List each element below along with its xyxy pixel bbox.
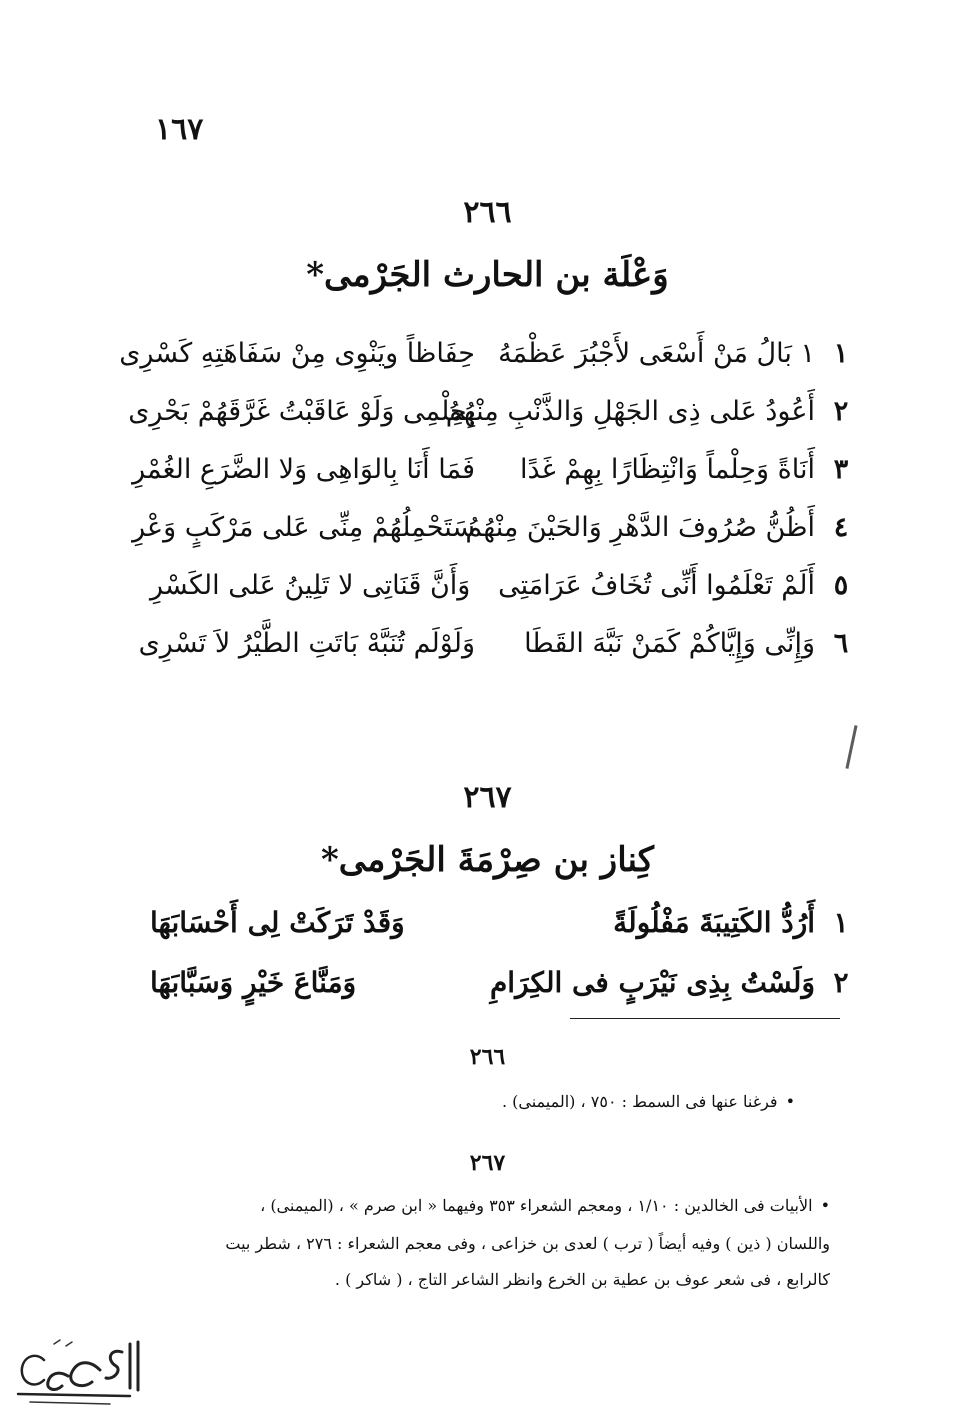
page-number: ١٦٧ — [155, 112, 204, 147]
verse-second-hemistich: سَتَحْمِلُهُمْ مِنِّى عَلى مَرْكَبٍ وَعْرِ — [132, 512, 475, 543]
verse-second-hemistich: بِحِلْمِى وَلَوْ عَاقَبْتُ غَرَّقَهُمْ بَحْرِى — [128, 396, 475, 427]
footnote-separator — [570, 1018, 840, 1019]
verse-second-hemistich: فَمَا أَنَا بِالوَاهِى وَلا الضَّرَعِ الغُمْرِ — [132, 454, 475, 485]
verse-number: ٢ — [833, 396, 849, 427]
poem-number-266: ٢٦٦ — [463, 195, 512, 230]
verse-first-hemistich: أَنَاةً وَحِلْماً وَانْتِظَارًا بِهِمْ غَدًا — [519, 454, 815, 485]
verse-second-hemistich: حِفَاظاً ويَنْوِى مِنْ سَفَاهَتِهِ كَسْرِى — [119, 338, 475, 369]
verse-267-1 — [150, 906, 855, 954]
verse-266-6 — [138, 628, 855, 676]
verse-second-hemistich: وَمَنَّاعَ خَيْرٍ وَسَبَّابَهَا — [150, 966, 357, 999]
verse-number: ٣ — [833, 454, 849, 485]
calligraphy-logo — [10, 1330, 145, 1410]
verse-267-2 — [150, 966, 855, 1014]
verse-266-2 — [128, 396, 855, 444]
verse-number: ٤ — [833, 512, 849, 543]
verse-first-hemistich: وَلَسْتُ بِذِى نَيْرَبٍ فى الكِرَامِ — [489, 966, 815, 999]
verse-first-hemistich: أَعُودُ عَلى ذِى الجَهْلِ وَالذَّنْبِ مِنْهُمُ — [445, 396, 815, 427]
verse-number: ٥ — [833, 570, 849, 601]
poem-title-266: وَعْلَة بن الحارث الجَرْمى* — [306, 255, 669, 295]
verse-number: ١ — [833, 906, 849, 939]
verse-first-hemistich: ١ بَالُ مَنْ أَسْعَى لأَجْبُرَ عَظْمَهُ — [498, 338, 815, 369]
note-266-text: • فرغنا عنها فى السمط : ٧٥٠ ، (الميمنى) . — [375, 1092, 795, 1111]
verse-second-hemistich: وَأَنَّ قَنَاتِى لا تَلِينُ عَلى الكَسْرِ — [150, 570, 471, 601]
note-number-267: ٢٦٧ — [469, 1150, 506, 1176]
verse-266-1 — [119, 338, 855, 386]
poem-title-267: كِناز بن صِرْمَةَ الجَرْمى* — [321, 840, 654, 880]
verse-first-hemistich: أَلَمْ تَعْلَمُوا أَنِّى تُخَافُ عَرَامَتِى — [498, 570, 815, 601]
verse-266-3 — [132, 454, 855, 502]
verse-second-hemistich: وَقَدْ تَرَكَتْ لِى أَحْسَابَهَا — [150, 906, 405, 939]
stray-ink-mark — [845, 725, 857, 769]
verse-number: ٦ — [833, 628, 849, 659]
verse-first-hemistich: أَرُدُّ الكَتِيبَةَ مَفْلُولَةً — [613, 906, 815, 939]
verse-266-4 — [132, 512, 855, 560]
verse-number: ١ — [833, 338, 849, 369]
verse-number: ٢ — [833, 966, 849, 999]
verse-first-hemistich: وَإِنِّى وَإِيَّاكُمْ كَمَنْ نَبَّهَ القَطَا — [524, 628, 815, 659]
note-267-line-3: كالرابع ، فى شعر عوف بن عطية بن الخرع وانظر الشاعر التاج ، ( شاكر ) . — [334, 1270, 830, 1289]
note-number-266: ٢٦٦ — [469, 1044, 506, 1070]
verse-second-hemistich: وَلَوْلَم تُنَبَّهْ بَاتَتِ الطَّيْرُ لاَ تَسْرِى — [138, 628, 475, 659]
verse-first-hemistich: أَظُنُّ صُرُوفَ الدَّهْرِ وَالحَيْنَ مِنْهُمُ — [465, 512, 815, 543]
note-267-line-1: • الأبيات فى الخالدين : ١/١٠ ، ومعجم الشعراء ٣٥٣ وفيهما « ابن صرم » ، (الميمنى) ، — [140, 1196, 830, 1215]
verse-266-5 — [150, 570, 855, 618]
note-267-line-2: واللسان ( ذين ) وفيه أيضاً ( ترب ) لعدى بن خزاعى ، وفى معجم الشعراء : ٢٧٦ ، شطر بيت — [225, 1234, 830, 1253]
poem-number-267: ٢٦٧ — [463, 780, 512, 815]
